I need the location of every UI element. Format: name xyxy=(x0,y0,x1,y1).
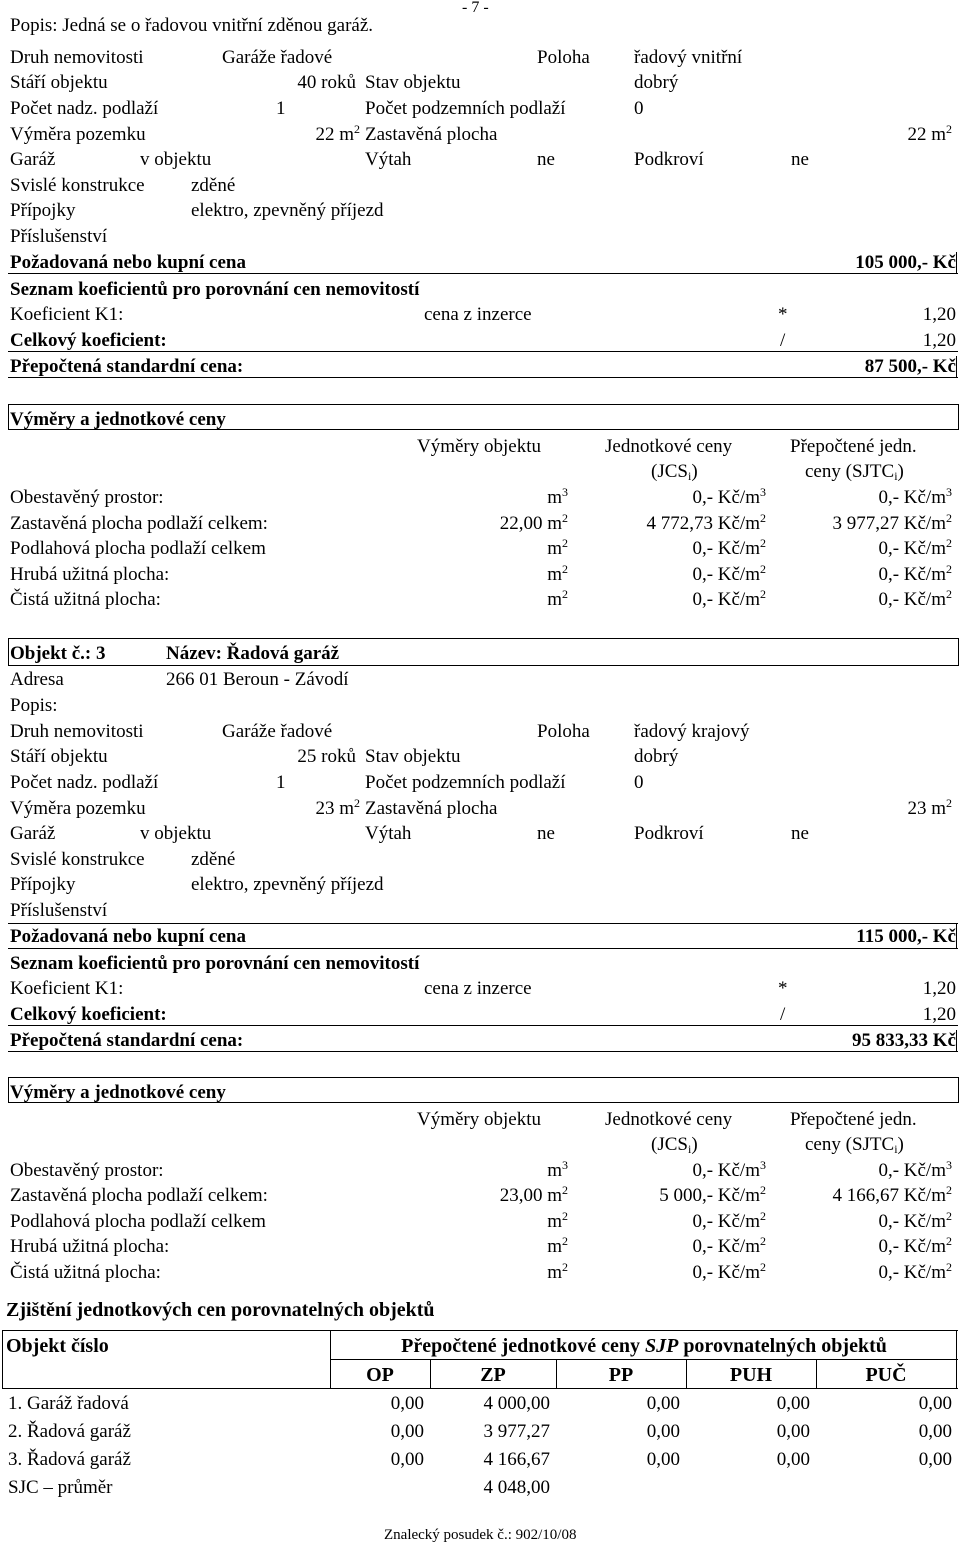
koef-k1-desc: cena z inzerce xyxy=(424,978,532,999)
koef-k1-op: * xyxy=(778,978,788,999)
row-jcs: 0,- $Kč/m^2$ xyxy=(692,587,766,610)
row-vymera: 23,00 $m^2$ xyxy=(499,1183,568,1206)
stari-value: 40 roků xyxy=(297,72,356,93)
seznam-title: Seznam koeficientů pro porovnání cen nemovitostí xyxy=(10,279,420,300)
row-vymera: $m^2$ xyxy=(547,562,568,585)
rule xyxy=(8,923,958,924)
grid-line xyxy=(2,1330,958,1331)
vymera-pozemku-value: 23 $m^2$ xyxy=(315,796,360,819)
grid-line xyxy=(2,1330,3,1388)
stav-label: Stav objektu xyxy=(365,746,461,767)
stav-value: dobrý xyxy=(634,72,679,93)
garaz-value: v objektu xyxy=(140,149,212,170)
zastavena-label: Zastavěná plocha xyxy=(365,124,498,145)
row-jcs: 5 000,- $Kč/m^2$ xyxy=(659,1183,766,1206)
row-vymera: $m^2$ xyxy=(547,1209,568,1232)
objekt-nazev: Název: Řadová garáž xyxy=(166,643,340,664)
rule xyxy=(8,377,958,378)
summary-cell: 3 977,27 xyxy=(483,1421,550,1442)
popis-label: Popis: xyxy=(10,15,58,36)
stari-value: 25 roků xyxy=(297,746,356,767)
col-prepoctene: Přepočtené jedn. xyxy=(790,436,917,457)
col-header-op: OP xyxy=(366,1364,394,1386)
row-jcs: 0,- $Kč/m^2$ xyxy=(692,1260,766,1283)
col-jcs: $(JCS_i)$ xyxy=(651,461,698,483)
page-number: - 7 - xyxy=(462,0,489,16)
podz-label: Počet podzemních podlaží xyxy=(365,772,566,793)
row-sjtc: 4 166,67 $Kč/m^2$ xyxy=(832,1183,952,1206)
adresa-label: Adresa xyxy=(10,669,64,690)
col-sjtc: ceny $(SJTC_i)$ xyxy=(805,461,904,483)
row-vymera: $m^2$ xyxy=(547,536,568,559)
summary-cell: 0,00 xyxy=(918,1449,952,1470)
grid-line xyxy=(2,1388,958,1389)
druh-value: Garáže řadové xyxy=(222,721,333,742)
pripojky-value: elektro, zpevněný příjezd xyxy=(191,200,384,221)
rule xyxy=(8,1051,958,1052)
summary-cell: 4 166,67 xyxy=(483,1449,550,1470)
summary-cell: 4 000,00 xyxy=(483,1393,550,1414)
row-jcs: 0,- $Kč/m^3$ xyxy=(692,1158,766,1181)
pripojky-value: elektro, zpevněný příjezd xyxy=(191,874,384,895)
prepoctena-value: 95 833,33 Kč xyxy=(852,1030,956,1051)
zastavena-value: 22 $m^2$ xyxy=(907,122,952,145)
col-sjtc: ceny $(SJTC_i)$ xyxy=(805,1134,904,1156)
poloha-value: řadový krajový xyxy=(634,721,750,742)
adresa-value: 266 01 Beroun - Závodí xyxy=(166,669,349,690)
vymery-title: Výměry a jednotkové ceny xyxy=(10,409,226,430)
summary-cell: 0,00 xyxy=(646,1393,680,1414)
row-vymera: $m^2$ xyxy=(547,1234,568,1257)
podkrovi-label: Podkroví xyxy=(634,823,704,844)
pozadovana-label: Požadovaná nebo kupní cena xyxy=(10,252,246,273)
objekt-number: Objekt č.: 3 xyxy=(10,643,106,664)
poloha-value: řadový vnitřní xyxy=(634,47,743,68)
pripojky-label: Přípojky xyxy=(10,874,76,895)
summary-cell: 0,00 xyxy=(918,1393,952,1414)
zastavena-label: Zastavěná plocha xyxy=(365,798,498,819)
row-label: Čistá užitná plocha: xyxy=(10,589,161,610)
celkovy-op: / xyxy=(780,1004,786,1025)
pripojky-label: Přípojky xyxy=(10,200,76,221)
col-header-puh: PUH xyxy=(729,1364,773,1386)
objekt-header-box xyxy=(8,638,959,666)
row-sjtc: 3 977,27 $Kč/m^2$ xyxy=(832,511,952,534)
summary-title: Zjištění jednotkových cen porovnatelných objektů xyxy=(6,1299,435,1321)
footer: Znalecký posudek č.: 902/10/08 xyxy=(384,1527,577,1543)
header-objekt-cislo: Objekt číslo xyxy=(6,1335,109,1357)
koef-k1-label: Koeficient K1: xyxy=(10,304,124,325)
podkrovi-value: ne xyxy=(791,823,809,844)
row-sjtc: 0,- $Kč/m^2$ xyxy=(878,1209,952,1232)
garaz-label: Garáž xyxy=(10,823,56,844)
row-vymera: 22,00 $m^2$ xyxy=(499,511,568,534)
col-jednotkove: Jednotkové ceny xyxy=(605,1109,733,1130)
pozadovana-label: Požadovaná nebo kupní cena xyxy=(10,926,246,947)
sjc-label: SJC – průměr xyxy=(8,1477,113,1498)
col-header-pp: PP xyxy=(608,1364,634,1386)
pozadovana-value: 115 000,- Kč xyxy=(856,926,956,947)
row-sjtc: 0,- $Kč/m^2$ xyxy=(878,587,952,610)
svisle-label: Svislé konstrukce xyxy=(10,175,145,196)
prislusenstvi-label: Příslušenství xyxy=(10,900,108,921)
row-sjtc: 0,- $Kč/m^3$ xyxy=(878,485,952,508)
svisle-label: Svislé konstrukce xyxy=(10,849,145,870)
row-jcs: 0,- $Kč/m^2$ xyxy=(692,536,766,559)
row-label: Čistá užitná plocha: xyxy=(10,1262,161,1283)
col-jcs: $(JCS_i)$ xyxy=(651,1134,698,1156)
sjc-value: 4 048,00 xyxy=(483,1477,550,1498)
stav-value: dobrý xyxy=(634,746,679,767)
koef-k1-label: Koeficient K1: xyxy=(10,978,124,999)
col-vymery: Výměry objektu xyxy=(417,1109,542,1130)
rule xyxy=(956,356,957,378)
obj1-popis xyxy=(10,16,373,35)
col-header-puc: PUČ xyxy=(865,1364,907,1386)
rule xyxy=(956,1030,957,1052)
summary-cell: 0,00 xyxy=(776,1449,810,1470)
row-label: Podlahová plocha podlaží celkem xyxy=(10,538,266,559)
nadz-value: 1 xyxy=(276,772,286,793)
row-label: Obestavěný prostor: xyxy=(10,487,164,508)
rule xyxy=(956,252,957,274)
row-vymera: $m^3$ xyxy=(547,1158,568,1181)
row-jcs: 0,- $Kč/m^2$ xyxy=(692,1234,766,1257)
stav-label: Stav objektu xyxy=(365,72,461,93)
row-jcs: 4 772,73 $Kč/m^2$ xyxy=(646,511,766,534)
summary-cell: 0,00 xyxy=(776,1421,810,1442)
popis-label: Popis: xyxy=(10,695,58,716)
svisle-value: zděné xyxy=(191,175,236,196)
col-prepoctene: Přepočtené jedn. xyxy=(790,1109,917,1130)
row-sjtc: 0,- $Kč/m^2$ xyxy=(878,1234,952,1257)
svisle-value: zděné xyxy=(191,849,236,870)
rule xyxy=(8,351,958,352)
zastavena-value: 23 $m^2$ xyxy=(907,796,952,819)
nadz-label: Počet nadz. podlaží xyxy=(10,98,159,119)
summary-cell: 0,00 xyxy=(918,1421,952,1442)
row-vymera: $m^2$ xyxy=(547,1260,568,1283)
koef-k1-value: 1,20 xyxy=(922,304,956,325)
podkrovi-value: ne xyxy=(791,149,809,170)
prislusenstvi-label: Příslušenství xyxy=(10,226,108,247)
row-label: Podlahová plocha podlaží celkem xyxy=(10,1211,266,1232)
pozadovana-value: 105 000,- Kč xyxy=(855,252,956,273)
col-header-zp: ZP xyxy=(480,1364,506,1386)
vytah-value: ne xyxy=(537,823,555,844)
row-sjtc: 0,- $Kč/m^2$ xyxy=(878,562,952,585)
druh-value: Garáže řadové xyxy=(222,47,333,68)
row-jcs: 0,- $Kč/m^2$ xyxy=(692,1209,766,1232)
celkovy-value: 1,20 xyxy=(922,1004,956,1025)
vytah-label: Výtah xyxy=(365,823,412,844)
row-sjtc: 0,- $Kč/m^2$ xyxy=(878,536,952,559)
row-vymera: $m^3$ xyxy=(547,485,568,508)
row-label: Zastavěná plocha podlaží celkem: xyxy=(10,513,268,534)
row-label: Hrubá užitná plocha: xyxy=(10,564,170,585)
prepoctena-label: Přepočtená standardní cena: xyxy=(10,1030,244,1051)
vymera-pozemku-value: 22 $m^2$ xyxy=(315,122,360,145)
summary-cell: 0,00 xyxy=(390,1421,424,1442)
grid-line xyxy=(956,1330,957,1388)
row-sjtc: 0,- $Kč/m^3$ xyxy=(878,1158,952,1181)
celkovy-op: / xyxy=(780,330,786,351)
header-prepoctene: Přepočtené jednotkové ceny SJP porovnatelných objektů xyxy=(401,1335,887,1357)
celkovy-value: 1,20 xyxy=(922,330,956,351)
seznam-title: Seznam koeficientů pro porovnání cen nemovitostí xyxy=(10,953,420,974)
row-jcs: 0,- $Kč/m^2$ xyxy=(692,562,766,585)
celkovy-label: Celkový koeficient: xyxy=(10,1004,167,1025)
summary-row-name: 2. Řadová garáž xyxy=(8,1421,131,1442)
garaz-label: Garáž xyxy=(10,149,56,170)
stari-label: Stáří objektu xyxy=(10,746,108,767)
rule xyxy=(8,1025,958,1026)
grid-line xyxy=(330,1359,958,1360)
col-vymery: Výměry objektu xyxy=(417,436,542,457)
prepoctena-value: 87 500,- Kč xyxy=(864,356,956,377)
summary-cell: 0,00 xyxy=(390,1449,424,1470)
podkrovi-label: Podkroví xyxy=(634,149,704,170)
row-label: Zastavěná plocha podlaží celkem: xyxy=(10,1185,268,1206)
row-label: Obestavěný prostor: xyxy=(10,1160,164,1181)
nadz-value: 1 xyxy=(276,98,286,119)
poloha-label: Poloha xyxy=(537,47,590,68)
vymera-pozemku-label: Výměra pozemku xyxy=(10,798,146,819)
summary-cell: 0,00 xyxy=(776,1393,810,1414)
row-sjtc: 0,- $Kč/m^2$ xyxy=(878,1260,952,1283)
row-jcs: 0,- $Kč/m^3$ xyxy=(692,485,766,508)
summary-row-name: 1. Garáž řadová xyxy=(8,1393,129,1414)
vytah-value: ne xyxy=(537,149,555,170)
rule xyxy=(8,948,958,949)
poloha-label: Poloha xyxy=(537,721,590,742)
rule xyxy=(956,923,957,949)
summary-cell: 0,00 xyxy=(646,1449,680,1470)
popis-text: Jedná se o řadovou vnitřní zděnou garáž. xyxy=(62,15,374,36)
vytah-label: Výtah xyxy=(365,149,412,170)
stari-label: Stáří objektu xyxy=(10,72,108,93)
summary-row-name: 3. Řadová garáž xyxy=(8,1449,131,1470)
podz-value: 0 xyxy=(634,772,644,793)
summary-cell: 0,00 xyxy=(390,1393,424,1414)
celkovy-label: Celkový koeficient: xyxy=(10,330,167,351)
row-vymera: $m^2$ xyxy=(547,587,568,610)
summary-cell: 0,00 xyxy=(646,1421,680,1442)
koef-k1-desc: cena z inzerce xyxy=(424,304,532,325)
garaz-value: v objektu xyxy=(140,823,212,844)
rule xyxy=(8,273,958,274)
row-label: Hrubá užitná plocha: xyxy=(10,1236,170,1257)
podz-label: Počet podzemních podlaží xyxy=(365,98,566,119)
col-jednotkove: Jednotkové ceny xyxy=(605,436,733,457)
druh-label: Druh nemovitosti xyxy=(10,721,144,742)
vymera-pozemku-label: Výměra pozemku xyxy=(10,124,146,145)
nadz-label: Počet nadz. podlaží xyxy=(10,772,159,793)
prepoctena-label: Přepočtená standardní cena: xyxy=(10,356,244,377)
druh-label: Druh nemovitosti xyxy=(10,47,144,68)
koef-k1-op: * xyxy=(778,304,788,325)
koef-k1-value: 1,20 xyxy=(922,978,956,999)
vymery-title: Výměry a jednotkové ceny xyxy=(10,1082,226,1103)
podz-value: 0 xyxy=(634,98,644,119)
